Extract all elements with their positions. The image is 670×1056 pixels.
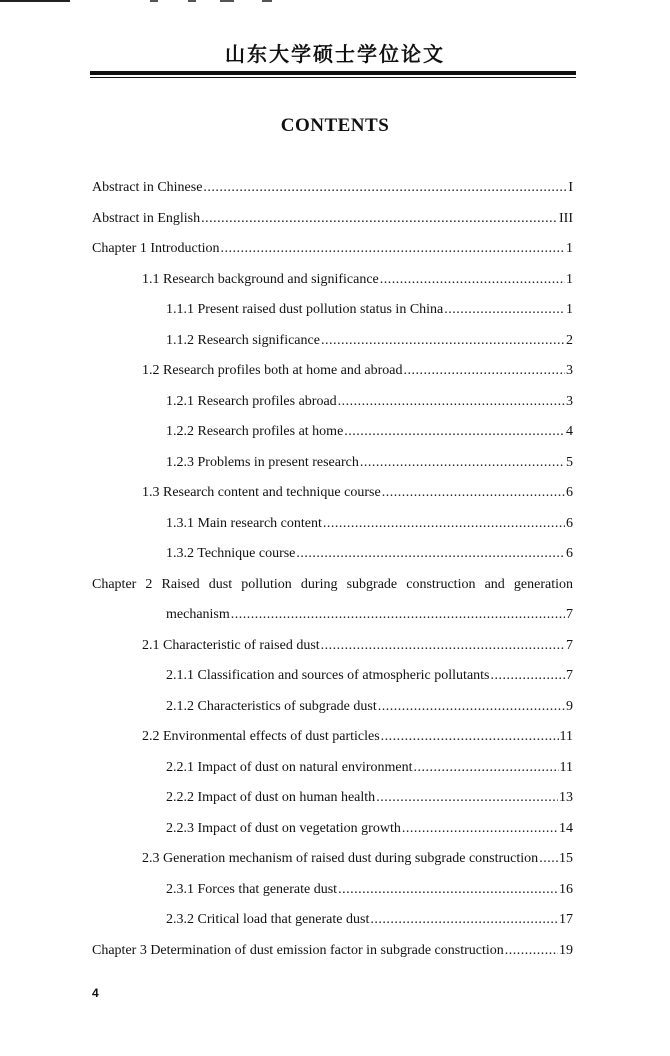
toc-entry-chapter-2[interactable] [92,570,573,631]
toc-entry-1-2-1[interactable]: 1.2.1 Research profiles abroad ..... 3 [92,387,573,418]
toc-entry-1-3[interactable]: 1.3 Research content and technique course ..... 6 [92,478,573,509]
scan-artifacts [150,0,280,6]
toc-entry-2-3[interactable]: 2.3 Generation mechanism of raised dust during subgrade construction ..... 15 [92,844,573,875]
toc-entry-chapter-1[interactable]: Chapter 1 Introduction ..... 1 [92,234,573,265]
toc-entry-1-2[interactable]: 1.2 Research profiles both at home and abroad ..... 3 [92,356,573,387]
toc-entry-2-3-1[interactable]: 2.3.1 Forces that generate dust ..... 16 [92,875,573,906]
toc-entry-1-2-3[interactable]: 1.2.3 Problems in present research ..... 5 [92,448,573,479]
page-number: 4 [92,986,99,1000]
toc-entry-abstract-chinese[interactable]: Abstract in Chinese ..... I [92,173,573,204]
toc-entry-chapter-3[interactable]: Chapter 3 Determination of dust emission factor in subgrade construction ..... 19 [92,936,573,967]
toc-entry-2-2-1[interactable]: 2.2.1 Impact of dust on natural environment ..... 11 [92,753,573,784]
toc-entry-1-1-1[interactable]: 1.1.1 Present raised dust pollution status in China ..... 1 [92,295,573,326]
toc-entry-2-1[interactable]: 2.1 Characteristic of raised dust ..... 7 [92,631,573,662]
toc-entry-2-2-3[interactable]: 2.2.3 Impact of dust on vegetation growth ..... 14 [92,814,573,845]
toc-entry-1-1-2[interactable]: 1.1.2 Research significance ..... 2 [92,326,573,357]
toc-entry-abstract-english[interactable]: Abstract in English ..... III [92,204,573,235]
header-rule-thick [90,71,576,75]
toc-entry-1-3-1[interactable]: 1.3.1 Main research content ..... 6 [92,509,573,540]
toc-entry-1-1[interactable]: 1.1 Research background and significance ..... 1 [92,265,573,296]
toc-entry-1-2-2[interactable]: 1.2.2 Research profiles at home ..... 4 [92,417,573,448]
toc-entry-2-2[interactable]: 2.2 Environmental effects of dust particles ..... 11 [92,722,573,753]
toc-entry-2-1-1[interactable]: 2.1.1 Classification and sources of atmospheric pollutants ..... 7 [92,661,573,692]
contents-heading: CONTENTS [280,115,390,136]
table-of-contents [92,173,573,966]
toc-entry-label: Chapter 2 Raised dust pollution during subgrade construction and generation [92,576,573,592]
toc-entry-2-2-2[interactable]: 2.2.2 Impact of dust on human health ..... 13 [92,783,573,814]
toc-entry-continuation: mechanism ..... 7 [92,600,573,631]
toc-entry-1-3-2[interactable]: 1.3.2 Technique course ..... 6 [92,539,573,570]
header-rule-thin [90,77,576,78]
toc-entry-2-1-2[interactable]: 2.1.2 Characteristics of subgrade dust ..... 9 [92,692,573,723]
running-header: 山东大学硕士学位论文 [225,42,445,66]
toc-entry-2-3-2[interactable]: 2.3.2 Critical load that generate dust ..... 17 [92,905,573,936]
top-margin-mark [0,0,70,2]
